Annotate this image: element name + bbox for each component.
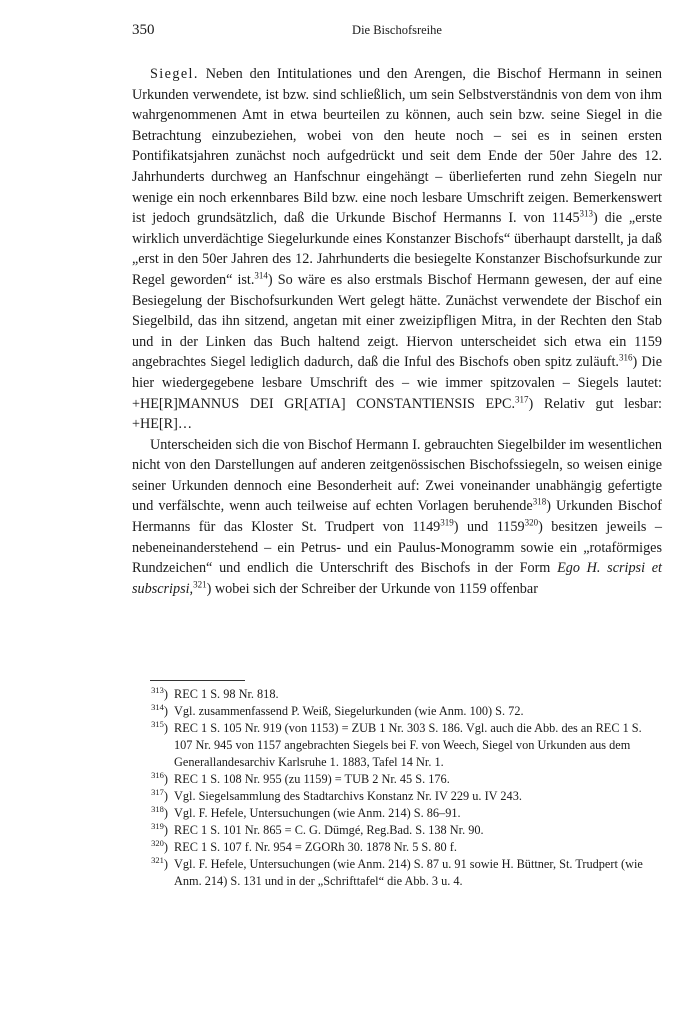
latin-subscription: Ego H. scripsi et subscripsi, (132, 560, 662, 597)
footnote (138, 720, 662, 771)
footnotes (138, 686, 662, 890)
text-run: ) besitzen jeweils – nebeneinanderstehend – ein Petrus- und ein Paulus-Monogramm sowie ein „rotaförmiges Rundzeichen“ und endlich die Unterschrift des Bischofs in der Form (132, 519, 662, 577)
footnote-ref-319[interactable]: 319 (440, 517, 454, 528)
footnote-number: $^{317}$ ) (138, 788, 168, 805)
footnote (138, 839, 662, 856)
text-run: ) Urkunden Bischof Hermanns für das Kloster St. Trudpert von 1149 (132, 498, 662, 536)
footnote-ref-318[interactable]: 318 (532, 496, 547, 507)
paragraph-seals (132, 64, 662, 435)
footnote-text: Vgl. F. Hefele, Untersuchungen (wie Anm. 214) S. 87 u. 91 sowie H. Büttner, St. Trudpert (wie Anm. 214) S. 131 und in der „Schrifttafel“ die Abb. 3 u. 4. (174, 857, 643, 888)
text-run: ) So wäre es also erstmals Bischof Hermann gewesen, der auf eine Besiegelung der Bischofsurkunden Wert gelegt hätte. Zunächst verwendete der Bischof ein Siegelbild, das ihn sitzend, angetan mit einer zweizipfligen Mitra, in der Rechten den Stab und in der Linken das Buch haltend zeigt. Hiervon unterscheidet sich etwa ein 1159 angebrachtes Siegel lediglich dadurch, daß die Inful des Bischofs oben spitz zuläuft. (132, 271, 662, 371)
text-run: Unterscheiden sich die von Bischof Hermann I. gebrauchten Siegelbilder im wesentlichen nicht von den Darstellungen auf anderen zeitgenössischen Bischofssiegeln, so weisen einige seiner Urkunden dennoch eine Besonderheit auf: Zwei voneinander unabhängig gefertigte und verfälschte, wenn auch teilweise auf echten Vorlagen beruhende (132, 436, 662, 515)
footnote (138, 686, 662, 703)
text-run: ) wobei sich der Schreiber der Urkunde von 1159 offenbar (206, 580, 538, 597)
footnote-number: $^{316}$ ) (138, 771, 168, 788)
footnote-ref-313[interactable]: 313 (579, 208, 594, 219)
footnote-ref-320[interactable]: 320 (524, 517, 539, 528)
footnote-text: REC 1 S. 108 Nr. 955 (zu 1159) = TUB 2 Nr. 45 S. 176. (174, 772, 450, 786)
text-run: ) Die hier wiedergegebene lesbare Umschrift des – wie immer spitzovalen – Siegels lautet: +HE[R]MANNUS DEI GR[ATIA] CONSTANTIENSIS EPC. (132, 354, 662, 412)
text-run: ) die „erste wirklich unverdächtige Siegelurkunde eines Konstanzer Bischofs“ überhaupt darstellt, ja daß „erst in den 50er Jahren des 12. Jahrhunderts die besiegelte Konstanzer Bischofsurkunde zur Regel geworden“ ist. (132, 210, 662, 288)
footnote-ref-317[interactable]: 317 (515, 393, 529, 404)
footnote-number: $^{313}$ ) (138, 686, 168, 703)
footnote (138, 856, 662, 890)
page-number: 350 (132, 22, 155, 38)
footnote-separator (150, 680, 245, 681)
text-run: Neben den Intitulationes und den Arengen, die Bischof Hermann in seinen Urkunden verwendete, ist bzw. sind schließlich, um sein Selbstverständnis von dem von ihm wahrgenommenen Amt in etwa beurteilen zu können, auch sein bzw. seine Siegel in die Betrachtung einzubeziehen, wobei von den heute noch – sei es in seinen ersten Pontifikatsjahren zunächst noch aufgedrückt und seit dem Ende der 50er Jahre des 12. Jahrhunderts durchweg an Hanfschnur eingehängt – überlieferten rund zehn Siegeln nur wenige ein noch erkennbares Bild bzw. eine noch lesbare Umschrift zeigen. Bemerkenswert ist jedoch grundsätzlich, daß die Urkunde Bischof Hermanns I. von 1145 (132, 66, 662, 227)
footnote (138, 822, 662, 839)
footnote-ref-321[interactable]: 321 (193, 579, 207, 590)
footnote-text: Vgl. Siegelsammlung des Stadtarchivs Konstanz Nr. IV 229 u. IV 243. (174, 789, 522, 803)
footnote-ref-316[interactable]: 316 (618, 352, 633, 363)
footnote-text: Vgl. zusammenfassend P. Weiß, Siegelurkunden (wie Anm. 100) S. 72. (174, 704, 524, 718)
page-header (132, 22, 662, 44)
footnote-text: REC 1 S. 107 f. Nr. 954 = ZGORh 30. 1878 Nr. 5 S. 80 f. (174, 840, 457, 854)
footnote (138, 703, 662, 720)
footnote-text: REC 1 S. 101 Nr. 865 = C. G. Dümgé, Reg.Bad. S. 138 Nr. 90. (174, 823, 484, 837)
footnote (138, 805, 662, 822)
lead-word: Siegel. (150, 66, 199, 82)
footnote-number: $^{318}$ ) (138, 805, 168, 822)
footnote-number: $^{321}$ ) (138, 856, 168, 873)
footnote-text: REC 1 S. 98 Nr. 818. (174, 687, 279, 701)
footnote-number: $^{314}$ ) (138, 703, 168, 720)
footnote-text: REC 1 S. 105 Nr. 919 (von 1153) = ZUB 1 Nr. 303 S. 186. Vgl. auch die Abb. des an REC 1 S. 107 Nr. 945 von 1157 angebrachten Siegels bei F. von Weech, Siegel von Urkunden aus dem Generallandesarchiv Karlsruhe 1. 1883, Tafel 14 Nr. 1. (174, 721, 642, 769)
footnote (138, 771, 662, 788)
footnote-number: $^{319}$ ) (138, 822, 168, 839)
main-text (132, 64, 662, 599)
text-run: ) Relativ gut lesbar: +HE[R]… (132, 395, 662, 433)
running-title: Die Bischofsreihe (352, 23, 442, 37)
footnote-ref-314[interactable]: 314 (254, 270, 268, 281)
paragraph-monograms (132, 435, 662, 600)
footnote-number: $^{315}$ ) (138, 720, 168, 737)
text-run: ) und 1159 (453, 519, 525, 536)
footnote (138, 788, 662, 805)
footnote-number: $^{320}$ ) (138, 839, 168, 856)
footnote-text: Vgl. F. Hefele, Untersuchungen (wie Anm. 214) S. 86–91. (174, 806, 461, 820)
